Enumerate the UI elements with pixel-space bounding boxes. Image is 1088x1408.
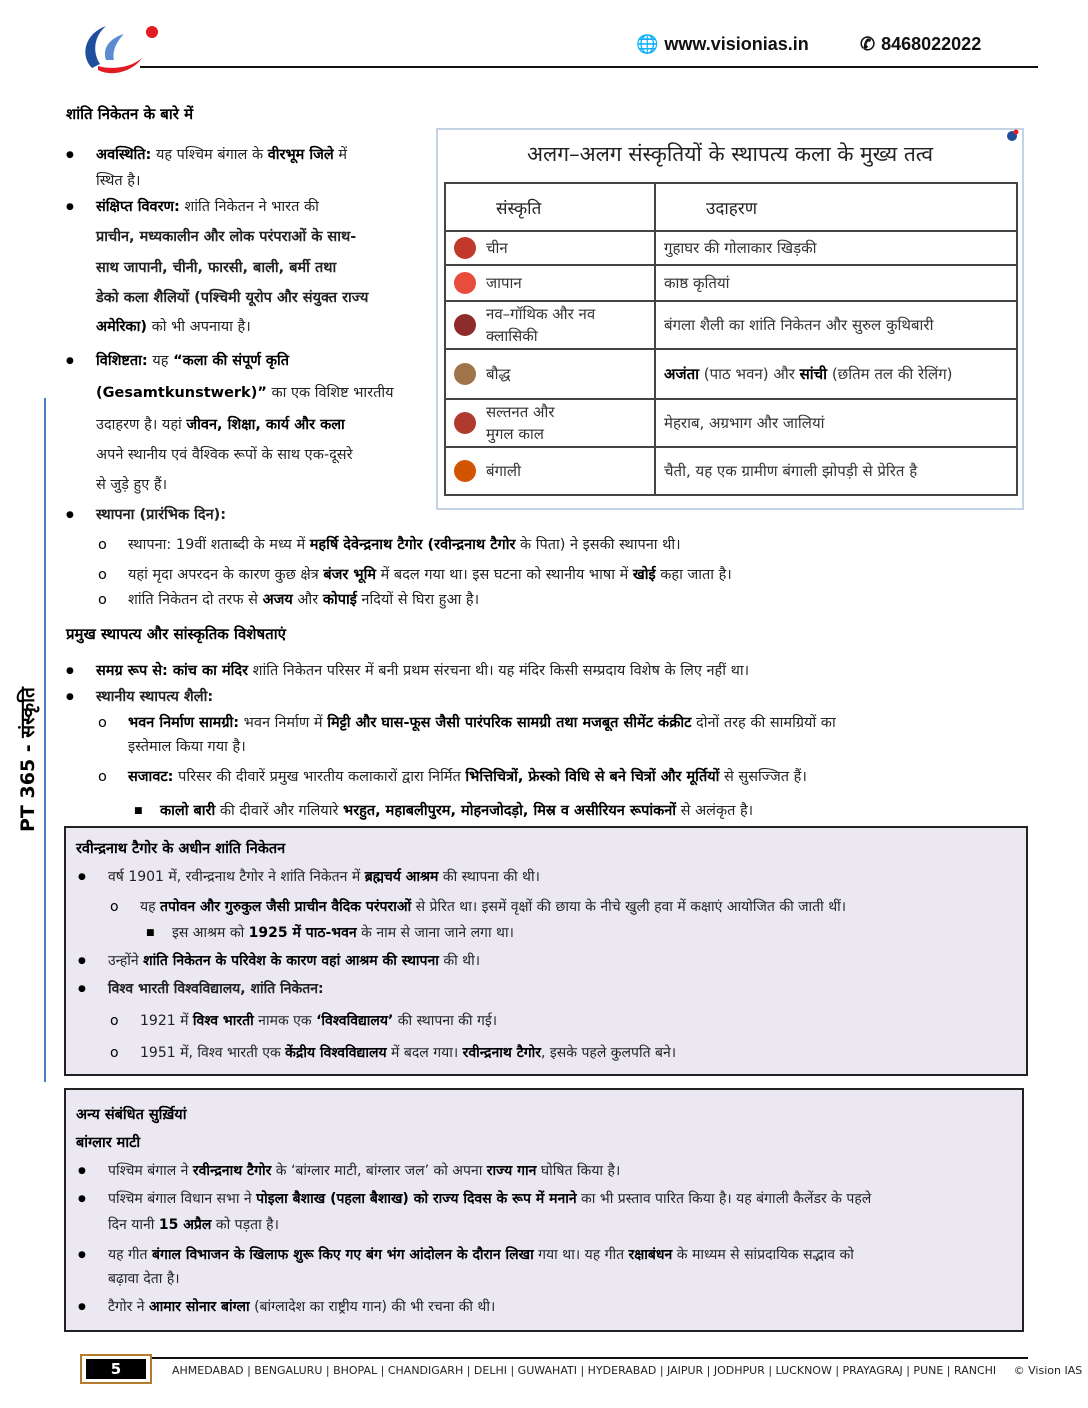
text-line: अमेरिका) को भी अपनाया है। bbox=[96, 319, 251, 335]
text-line: साथ जापानी, चीनी, फारसी, बाली, बर्मी तथा bbox=[96, 260, 337, 276]
phone-contact[interactable] bbox=[860, 34, 981, 55]
text-line: प्राचीन, मध्यकालीन और लोक परंपराओं के साथ- bbox=[96, 229, 357, 245]
footer-cities: AHMEDABAD | BENGALURU | BHOPAL | CHANDIGARH | DELHI | GUWAHATI | HYDERABAD | JAIPUR | JODHPUR | LUCKNOW | PRAYAGRAJ | PUNE | RANCHI © Vision IAS bbox=[172, 1364, 1083, 1377]
side-accent-bar bbox=[44, 398, 46, 1082]
person-icon bbox=[454, 237, 476, 259]
sub-list-item: o 1921 में विश्व भारती नामक एक ‘विश्वविद्यालय’ की स्थापना की गई। bbox=[140, 1006, 497, 1036]
tagore-info-box bbox=[64, 826, 1028, 1076]
table-row: जापान काष्ठ कृतियां bbox=[445, 265, 1017, 301]
phone-icon: ✆ bbox=[860, 34, 876, 54]
list-item: ● समग्र रूप से: कांच का मंदिर शांति निकेतन परिसर में बनी प्रथम संरचना थी। यह मंदिर किसी सम्प्रदाय विशेष के लिए नहीं था। bbox=[96, 656, 749, 686]
website-link[interactable] bbox=[636, 34, 809, 55]
list-item: ● पश्चिम बंगाल ने रवीन्द्रनाथ टैगोर के ‘बांग्लार माटी, बांग्लार जल’ को अपना राज्य गान घोषित किया है। bbox=[108, 1156, 620, 1186]
sub-list-item: o यह तपोवन और गुरुकुल जैसी प्राचीन वैदिक परंपराओं से प्रेरित था। इसमें वृक्षों की छाया के नीचे खुली हवा में कक्षाएं आयोजित की जाती थीं। bbox=[140, 892, 846, 922]
list-item: ● विश्व भारती विश्वविद्यालय, शांति निकेतन: bbox=[108, 974, 324, 1004]
person-icon bbox=[454, 460, 476, 482]
text-line: डेको कला शैलियों (पश्चिमी यूरोप और संयुक्त राज्य bbox=[96, 290, 369, 306]
box-heading: रवीन्द्रनाथ टैगोर के अधीन शांति निकेतन bbox=[76, 841, 286, 857]
globe-icon: 🌐 bbox=[636, 34, 659, 54]
page-number-badge bbox=[80, 1354, 152, 1384]
person-icon bbox=[454, 314, 476, 336]
phone-text: 8468022022 bbox=[881, 34, 982, 54]
person-icon bbox=[454, 272, 476, 294]
sub-list-item: o सजावट: परिसर की दीवारें प्रमुख भारतीय कलाकारों द्वारा निर्मित भित्तिचित्रों, फ्रेस्को विधि से बने चित्रों और मूर्तियों से सुसज्जित हैं। bbox=[128, 762, 807, 792]
website-text: www.visionias.in bbox=[664, 34, 809, 54]
text-line: दिन यानी 15 अप्रैल को पड़ता है। bbox=[108, 1217, 279, 1233]
copyright: © Vision IAS bbox=[1013, 1364, 1083, 1377]
list-item: ● अवस्थिति: यह पश्चिम बंगाल के वीरभूम जिले में bbox=[96, 140, 412, 170]
text-line: से जुड़े हुए हैं। bbox=[96, 477, 168, 493]
text-line: बढ़ावा देता है। bbox=[108, 1271, 180, 1287]
section-heading-features: प्रमुख स्थापत्य और सांस्कृतिक विशेषताएं bbox=[66, 625, 286, 643]
culture-table bbox=[444, 182, 1018, 496]
list-item: ● स्थापना (प्रारंभिक दिन): bbox=[96, 500, 226, 530]
sub-sub-list-item: ■ इस आश्रम को 1925 में पाठ-भवन के नाम से जाना जाने लगा था। bbox=[172, 918, 514, 948]
list-item: ● वर्ष 1901 में, रवीन्द्रनाथ टैगोर ने शांति निकेतन में ब्रह्मचर्य आश्रम की स्थापना की थी। bbox=[108, 862, 540, 892]
footer-divider bbox=[152, 1357, 1028, 1359]
sub-list-item: o यहां मृदा अपरदन के कारण कुछ क्षेत्र बंजर भूमि में बदल गया था। इस घटना को स्थानीय भाषा में खोई कहा जाता है। bbox=[128, 560, 732, 590]
list-item: ● टैगोर ने आमार सोनार बांग्ला (बांग्लादेश का राष्ट्रीय गान) की भी रचना की थी। bbox=[108, 1292, 495, 1322]
table-header-culture: संस्कृति bbox=[445, 183, 655, 231]
person-icon bbox=[454, 363, 476, 385]
table-row: नव–गॉथिक और नव क्लासिकी बंगला शैली का शांति निकेतन और सुरुल कुथिबारी bbox=[445, 301, 1017, 349]
text-line: अपने स्थानीय एवं वैश्विक रूपों के साथ एक-दूसरे bbox=[96, 447, 353, 463]
table-row: चीन गुहाघर की गोलाकार खिड़की bbox=[445, 231, 1017, 265]
list-item: ● विशिष्टता: यह “कला की संपूर्ण कृति bbox=[96, 346, 289, 376]
list-item: ● उन्होंने शांति निकेतन के परिवेश के कारण वहां आश्रम की स्थापना की थी। bbox=[108, 946, 480, 976]
table-header-example: उदाहरण bbox=[655, 183, 1017, 231]
text-line: (Gesamtkunstwerk)” का एक विशिष्ट भारतीय bbox=[96, 385, 394, 401]
sub-list-item: o शांति निकेतन दो तरफ से अजय और कोपाई नदियों से घिरा हुआ है। bbox=[128, 585, 479, 615]
sub-sub-list-item: ■ कालो बारी की दीवारें और गलियारे भरहुत, महाबलीपुरम, मोहनजोदड़ो, मिस्र व असीरियन रूपांकनों से अलंकृत है। bbox=[160, 796, 753, 826]
table-row: सल्तनत और मुगल काल मेहराब, अग्रभाग और जालियां bbox=[445, 399, 1017, 447]
corner-logo-icon bbox=[1006, 128, 1020, 142]
list-item: ● पश्चिम बंगाल विधान सभा ने पोइला बैशाख (पहला बैशाख) को राज्य दिवस के रूप में मनाने का भी प्रस्ताव पारित किया है। यह बंगाली कैलेंडर के पहले bbox=[108, 1184, 1018, 1214]
sub-list-item: o 1951 में, विश्व भारती एक केंद्रीय विश्वविद्यालय में बदल गया। रवीन्द्रनाथ टैगोर, इसके पहले कुलपति बने। bbox=[140, 1038, 676, 1068]
text-line: उदाहरण है। यहां जीवन, शिक्षा, कार्य और कला bbox=[96, 417, 345, 433]
side-label: PT 365 - संस्कृति bbox=[17, 687, 39, 832]
sub-list-item: o भवन निर्माण सामग्री: भवन निर्माण में मिट्टी और घास-फूस जैसी पारंपरिक सामग्री तथा मजबूत सीमेंट कंक्रीट दोनों तरह की सामग्रियों का bbox=[128, 708, 1028, 738]
table-row: बौद्ध अजंता (पाठ भवन) और सांची (छतिम तल की रेलिंग) bbox=[445, 349, 1017, 399]
person-icon bbox=[454, 412, 476, 434]
sub-list-item: o स्थापना: 19वीं शताब्दी के मध्य में महर्षि देवेन्द्रनाथ टैगोर (रवीन्द्रनाथ टैगोर के पिता) ने इसकी स्थापना थी। bbox=[128, 530, 681, 560]
text-line: इस्तेमाल किया गया है। bbox=[128, 739, 246, 755]
header-divider bbox=[140, 66, 1038, 68]
list-item: ● यह गीत बंगाल विभाजन के खिलाफ शुरू किए गए बंग भंग आंदोलन के दौरान लिखा गया था। यह गीत रक्षाबंधन के माध्यम से सांप्रदायिक सद्भाव को bbox=[108, 1240, 1018, 1270]
list-item: ● स्थानीय स्थापत्य शैली: bbox=[96, 682, 213, 712]
table-title: अलग–अलग संस्कृतियों के स्थापत्य कला के मुख्य तत्व bbox=[526, 142, 934, 166]
box-heading: अन्य संबंधित सुर्ख़ियां bbox=[76, 1107, 187, 1123]
section-heading-about: शांति निकेतन के बारे में bbox=[66, 105, 194, 123]
list-item: ● संक्षिप्त विवरण: शांति निकेतन ने भारत की bbox=[96, 192, 412, 222]
related-news-box bbox=[64, 1088, 1024, 1332]
box-subheading: बांग्लार माटी bbox=[76, 1135, 141, 1151]
text-line: स्थित है। bbox=[96, 173, 141, 189]
table-row: बंगाली चैती, यह एक ग्रामीण बंगाली झोपड़ी से प्रेरित है bbox=[445, 447, 1017, 495]
page-number: 5 bbox=[86, 1359, 146, 1379]
architecture-table-figure bbox=[436, 128, 1024, 510]
